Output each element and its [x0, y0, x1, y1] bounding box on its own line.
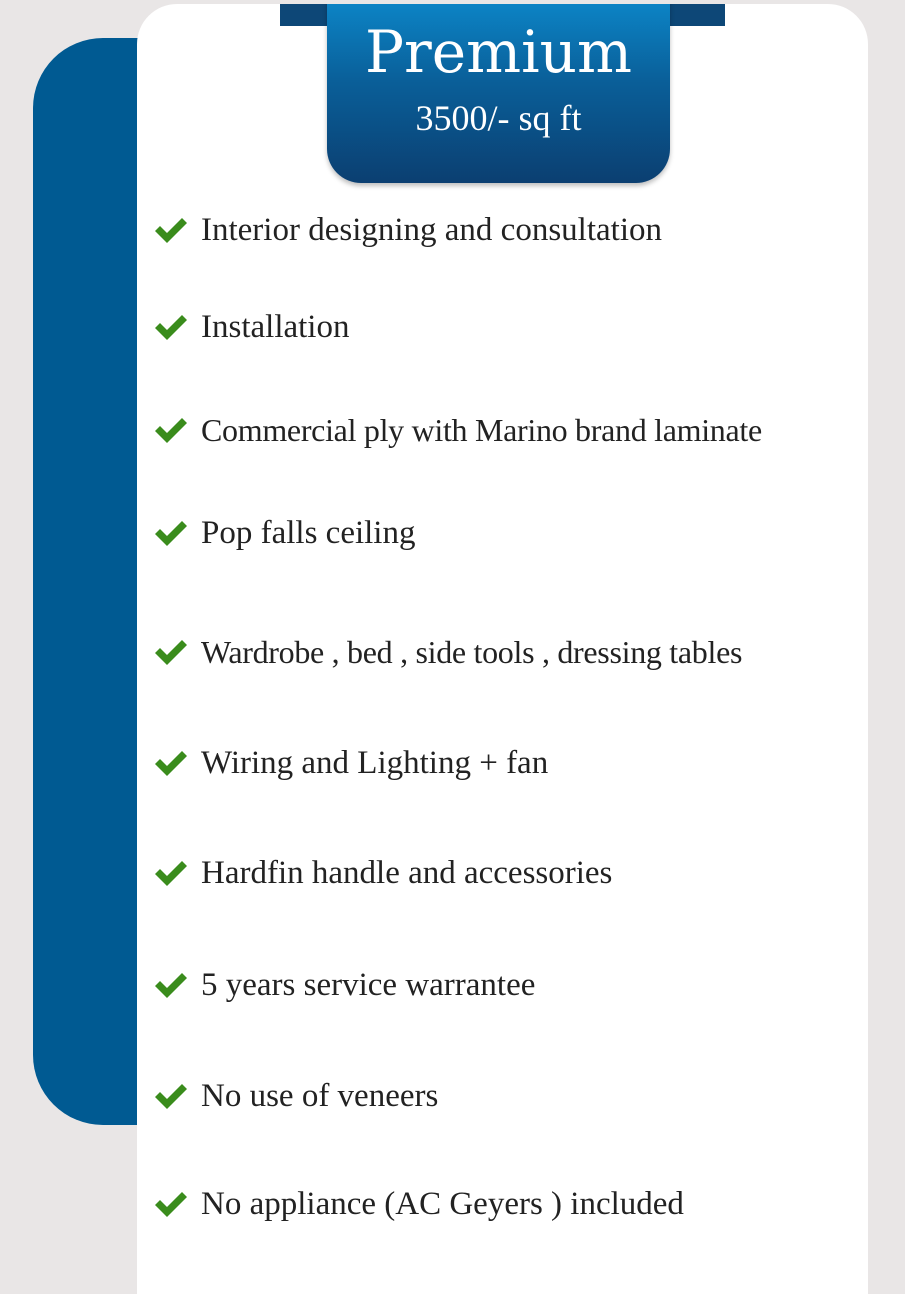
- feature-item: [153, 853, 612, 893]
- check-icon: [153, 518, 189, 548]
- feature-item: [153, 410, 762, 450]
- feature-item: [153, 743, 548, 783]
- feature-text: 5 years service warrantee: [201, 967, 536, 1003]
- feature-item: [153, 513, 415, 553]
- feature-text: No appliance (AC Geyers ) included: [201, 1186, 684, 1222]
- feature-item: [153, 965, 535, 1005]
- feature-text: Installation: [201, 309, 350, 345]
- feature-text: Wardrobe , bed , side tools , dressing tables: [201, 634, 743, 670]
- feature-item: [153, 1184, 684, 1224]
- check-icon: [153, 748, 189, 778]
- feature-text: Pop falls ceiling: [201, 515, 416, 551]
- feature-text: Commercial ply with Marino brand laminate: [201, 412, 762, 448]
- feature-text: Wiring and Lighting + fan: [201, 745, 549, 781]
- check-icon: [153, 312, 189, 342]
- plan-price: 3500/- sq ft: [415, 98, 582, 138]
- pricing-card: [137, 4, 868, 1294]
- check-icon: [153, 1189, 189, 1219]
- feature-text: No use of veneers: [201, 1078, 439, 1114]
- feature-item: [153, 632, 742, 672]
- check-icon: [153, 637, 189, 667]
- feature-item: [153, 1076, 438, 1116]
- check-icon: [153, 215, 189, 245]
- check-icon: [153, 415, 189, 445]
- feature-text: Interior designing and consultation: [201, 212, 662, 248]
- feature-item: [153, 307, 349, 347]
- feature-item: [153, 210, 662, 250]
- feature-list: [137, 4, 868, 1294]
- check-icon: [153, 970, 189, 1000]
- check-icon: [153, 858, 189, 888]
- feature-text: Hardfin handle and accessories: [201, 855, 613, 891]
- check-icon: [153, 1081, 189, 1111]
- plan-name: Premium: [365, 18, 632, 86]
